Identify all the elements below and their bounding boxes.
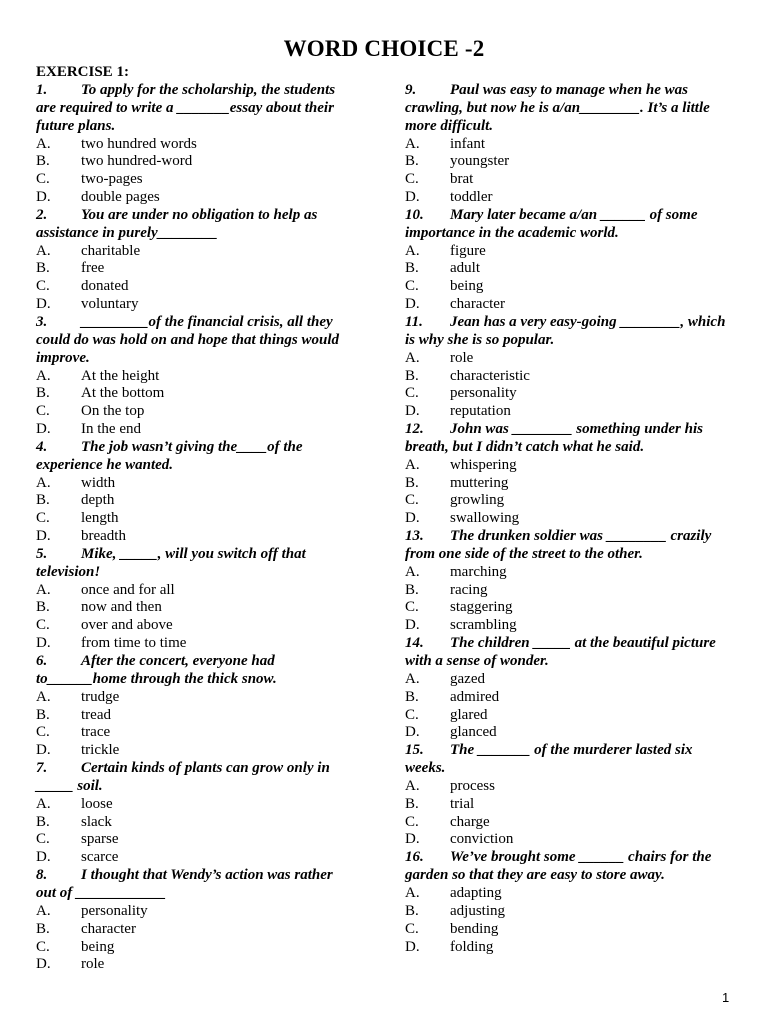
option-letter: A. bbox=[36, 242, 51, 259]
option-text: trudge bbox=[81, 688, 120, 705]
option-text: scarce bbox=[81, 849, 119, 866]
question-text: To apply for the scholarship, the students are required to write a _______essay about their future plans. bbox=[36, 82, 336, 134]
answer-option bbox=[405, 457, 735, 475]
answer-option bbox=[405, 475, 735, 493]
answer-option bbox=[405, 831, 735, 849]
option-text: gazed bbox=[450, 670, 485, 687]
option-letter: D. bbox=[36, 189, 51, 206]
option-letter: D. bbox=[405, 938, 420, 955]
option-text: figure bbox=[450, 242, 486, 259]
option-text: racing bbox=[450, 581, 488, 598]
answer-option bbox=[36, 278, 356, 296]
option-text: width bbox=[81, 474, 116, 491]
option-letter: B. bbox=[36, 385, 50, 402]
option-text: In the end bbox=[81, 421, 141, 438]
answer-option bbox=[36, 403, 356, 421]
option-letter: C. bbox=[36, 510, 50, 527]
question-number: 7. bbox=[36, 760, 48, 777]
question-number: 2. bbox=[36, 206, 48, 223]
option-text: trace bbox=[81, 724, 111, 741]
option-text: whispering bbox=[450, 456, 517, 473]
option-letter: D. bbox=[405, 510, 420, 527]
answer-option bbox=[405, 189, 735, 207]
question-stem bbox=[36, 439, 356, 475]
answer-option bbox=[36, 243, 356, 261]
option-text: breadth bbox=[81, 528, 126, 545]
answer-option bbox=[405, 136, 735, 154]
answer-option bbox=[405, 510, 735, 528]
question-block bbox=[405, 314, 735, 421]
option-letter: D. bbox=[36, 421, 51, 438]
option-letter: B. bbox=[405, 367, 419, 384]
question-block bbox=[36, 207, 356, 314]
answer-option bbox=[405, 814, 735, 832]
option-text: At the bottom bbox=[81, 385, 165, 402]
option-text: from time to time bbox=[81, 635, 187, 652]
question-block bbox=[405, 635, 735, 742]
option-letter: D. bbox=[405, 831, 420, 848]
question-block bbox=[36, 314, 356, 439]
question-block bbox=[405, 82, 735, 207]
option-text: sparse bbox=[81, 831, 119, 848]
answer-option bbox=[36, 956, 356, 974]
option-text: role bbox=[81, 956, 105, 973]
answer-option bbox=[405, 796, 735, 814]
option-text: two-pages bbox=[81, 171, 143, 188]
option-text: marching bbox=[450, 563, 507, 580]
answer-option bbox=[405, 564, 735, 582]
option-letter: B. bbox=[36, 706, 50, 723]
question-block bbox=[36, 653, 356, 760]
option-letter: A. bbox=[405, 456, 420, 473]
question-stem bbox=[36, 314, 356, 368]
question-number: 9. bbox=[405, 82, 417, 98]
option-text: swallowing bbox=[450, 510, 520, 527]
answer-option bbox=[36, 796, 356, 814]
option-letter: A. bbox=[36, 581, 51, 598]
question-stem bbox=[36, 207, 356, 243]
option-text: glanced bbox=[450, 724, 497, 741]
option-text: conviction bbox=[450, 831, 514, 848]
answer-option bbox=[36, 939, 356, 957]
page-title: WORD CHOICE -2 bbox=[283, 36, 485, 61]
answer-option bbox=[405, 724, 735, 742]
option-letter: A. bbox=[36, 135, 51, 152]
option-letter: A. bbox=[36, 474, 51, 491]
option-text: personality bbox=[450, 385, 517, 402]
option-letter: C. bbox=[405, 920, 419, 937]
option-text: depth bbox=[81, 492, 115, 509]
question-block bbox=[405, 742, 735, 849]
option-text: free bbox=[81, 260, 105, 277]
answer-option bbox=[36, 421, 356, 439]
question-text: After the concert, everyone had to______home through the thick snow. bbox=[36, 653, 277, 687]
answer-option bbox=[36, 921, 356, 939]
option-text: growling bbox=[450, 492, 505, 509]
question-block bbox=[36, 760, 356, 867]
answer-option bbox=[405, 778, 735, 796]
question-stem bbox=[36, 82, 356, 136]
question-stem bbox=[405, 314, 735, 350]
answer-option bbox=[405, 153, 735, 171]
option-letter: A. bbox=[36, 795, 51, 812]
answer-option bbox=[405, 350, 735, 368]
option-text: length bbox=[81, 510, 119, 527]
option-letter: D. bbox=[405, 724, 420, 741]
option-letter: A. bbox=[405, 884, 420, 901]
option-letter: A. bbox=[405, 670, 420, 687]
option-text: process bbox=[450, 777, 495, 794]
question-stem bbox=[36, 760, 356, 796]
question-text: John was ________ something under his breath, but I didn’t catch what he said. bbox=[405, 421, 703, 455]
option-letter: C. bbox=[405, 278, 419, 295]
question-stem bbox=[405, 421, 735, 457]
answer-option bbox=[36, 171, 356, 189]
option-letter: C. bbox=[36, 278, 50, 295]
question-text: Paul was easy to manage when he was crawling, but now he is a/an________. It’s a little more difficult. bbox=[405, 82, 710, 134]
option-text: being bbox=[450, 278, 484, 295]
answer-option bbox=[36, 599, 356, 617]
option-text: charge bbox=[450, 813, 490, 830]
answer-option bbox=[36, 492, 356, 510]
option-text: trickle bbox=[81, 742, 120, 759]
answer-option bbox=[405, 582, 735, 600]
option-letter: B. bbox=[36, 260, 50, 277]
question-block bbox=[405, 528, 735, 635]
answer-option bbox=[405, 368, 735, 386]
answer-option bbox=[36, 260, 356, 278]
option-letter: D. bbox=[36, 635, 51, 652]
question-stem bbox=[405, 82, 735, 136]
option-text: role bbox=[450, 349, 474, 366]
option-letter: D. bbox=[36, 296, 51, 313]
answer-option bbox=[405, 707, 735, 725]
exercise-heading: EXERCISE 1: bbox=[36, 64, 129, 80]
option-text: being bbox=[81, 938, 115, 955]
answer-option bbox=[36, 136, 356, 154]
option-text: once and for all bbox=[81, 581, 175, 598]
question-number: 15. bbox=[405, 742, 424, 759]
option-letter: B. bbox=[405, 474, 419, 491]
answer-option bbox=[405, 617, 735, 635]
option-letter: C. bbox=[405, 813, 419, 830]
question-number: 11. bbox=[405, 313, 423, 330]
option-letter: A. bbox=[36, 902, 51, 919]
question-block bbox=[405, 421, 735, 528]
answer-option bbox=[405, 403, 735, 421]
option-text: reputation bbox=[450, 403, 511, 420]
question-block bbox=[36, 439, 356, 546]
option-text: personality bbox=[81, 902, 148, 919]
option-text: now and then bbox=[81, 599, 162, 616]
answer-option bbox=[405, 385, 735, 403]
question-block bbox=[36, 867, 356, 974]
answer-option bbox=[405, 492, 735, 510]
option-letter: A. bbox=[36, 367, 51, 384]
option-text: loose bbox=[81, 795, 113, 812]
option-text: bending bbox=[450, 920, 499, 937]
option-letter: D. bbox=[405, 403, 420, 420]
option-text: adjusting bbox=[450, 902, 505, 919]
answer-option bbox=[36, 189, 356, 207]
option-text: infant bbox=[450, 135, 485, 152]
answer-option bbox=[36, 368, 356, 386]
question-stem bbox=[36, 653, 356, 689]
answer-option bbox=[36, 635, 356, 653]
question-stem bbox=[405, 849, 735, 885]
option-letter: A. bbox=[405, 563, 420, 580]
left-column bbox=[36, 82, 356, 974]
question-text: Certain kinds of plants can grow only in _____ soil. bbox=[36, 760, 330, 794]
option-letter: D. bbox=[36, 742, 51, 759]
option-letter: C. bbox=[36, 938, 50, 955]
option-letter: A. bbox=[405, 777, 420, 794]
option-letter: B. bbox=[36, 153, 50, 170]
option-letter: D. bbox=[405, 189, 420, 206]
option-text: adult bbox=[450, 260, 480, 277]
option-text: trial bbox=[450, 795, 475, 812]
question-text: The children _____ at the beautiful picture with a sense of wonder. bbox=[405, 635, 716, 669]
answer-option bbox=[36, 814, 356, 832]
question-number: 12. bbox=[405, 421, 424, 438]
question-number: 8. bbox=[36, 867, 48, 884]
question-block bbox=[36, 546, 356, 653]
option-letter: D. bbox=[36, 528, 51, 545]
option-text: voluntary bbox=[81, 296, 139, 313]
answer-option bbox=[36, 724, 356, 742]
answer-option bbox=[405, 243, 735, 261]
question-text: The _______ of the murderer lasted six weeks. bbox=[405, 742, 693, 777]
question-number: 10. bbox=[405, 206, 424, 223]
question-block bbox=[405, 849, 735, 956]
option-text: tread bbox=[81, 706, 111, 723]
option-letter: A. bbox=[405, 242, 420, 259]
question-text: The drunken soldier was ________ crazily from one side of the street to the other. bbox=[405, 528, 712, 562]
option-letter: B. bbox=[405, 260, 419, 277]
option-text: double pages bbox=[81, 189, 160, 206]
answer-option bbox=[36, 528, 356, 546]
question-stem bbox=[36, 546, 356, 582]
option-letter: C. bbox=[36, 403, 50, 420]
option-text: two hundred words bbox=[81, 135, 197, 152]
option-letter: B. bbox=[405, 688, 419, 705]
question-number: 6. bbox=[36, 653, 48, 669]
answer-option bbox=[405, 885, 735, 903]
option-letter: C. bbox=[36, 171, 50, 188]
option-text: muttering bbox=[450, 474, 509, 491]
question-stem bbox=[36, 867, 356, 903]
option-letter: B. bbox=[405, 795, 419, 812]
answer-option bbox=[36, 849, 356, 867]
answer-option bbox=[405, 171, 735, 189]
page-number: 1 bbox=[722, 990, 730, 1005]
answer-option bbox=[36, 582, 356, 600]
option-letter: C. bbox=[36, 617, 50, 634]
answer-option bbox=[36, 617, 356, 635]
option-text: On the top bbox=[81, 403, 145, 420]
question-text: We’ve brought some ______ chairs for the garden so that they are easy to store away. bbox=[405, 849, 712, 884]
option-letter: A. bbox=[405, 349, 420, 366]
answer-option bbox=[405, 278, 735, 296]
question-stem bbox=[405, 635, 735, 671]
question-number: 1. bbox=[36, 82, 48, 98]
answer-option bbox=[405, 671, 735, 689]
question-stem bbox=[405, 528, 735, 564]
option-text: At the height bbox=[81, 367, 160, 384]
answer-option bbox=[405, 689, 735, 707]
question-text: The job wasn’t giving the____of the experience he wanted. bbox=[36, 438, 303, 473]
answer-option bbox=[405, 903, 735, 921]
question-block bbox=[405, 207, 735, 314]
option-text: characteristic bbox=[450, 367, 530, 384]
option-letter: D. bbox=[405, 296, 420, 313]
option-text: youngster bbox=[450, 153, 510, 170]
option-letter: C. bbox=[405, 492, 419, 509]
answer-option bbox=[405, 921, 735, 939]
question-text: _________of the financial crisis, all they could do was hold on and hope that things would improve. bbox=[36, 313, 340, 366]
question-number: 3. bbox=[36, 313, 48, 330]
option-text: scrambling bbox=[450, 617, 517, 634]
option-text: folding bbox=[450, 938, 494, 955]
option-letter: D. bbox=[36, 849, 51, 866]
answer-option bbox=[36, 296, 356, 314]
option-letter: A. bbox=[405, 135, 420, 152]
question-text: You are under no obligation to help as assistance in purely________ bbox=[36, 206, 318, 241]
question-text: Jean has a very easy-going ________, which is why she is so popular. bbox=[405, 313, 726, 348]
question-text: Mike, _____, will you switch off that television! bbox=[36, 545, 306, 580]
right-column bbox=[405, 82, 735, 956]
option-text: charitable bbox=[81, 242, 141, 259]
option-text: over and above bbox=[81, 617, 173, 634]
option-letter: C. bbox=[36, 831, 50, 848]
question-block bbox=[36, 82, 356, 207]
option-letter: D. bbox=[36, 956, 51, 973]
answer-option bbox=[36, 831, 356, 849]
option-text: staggering bbox=[450, 599, 513, 616]
answer-option bbox=[405, 599, 735, 617]
answer-option bbox=[405, 296, 735, 314]
option-letter: B. bbox=[405, 153, 419, 170]
answer-option bbox=[36, 510, 356, 528]
option-text: toddler bbox=[450, 189, 493, 206]
option-text: two hundred-word bbox=[81, 153, 193, 170]
answer-option bbox=[36, 903, 356, 921]
option-letter: C. bbox=[405, 385, 419, 402]
option-text: donated bbox=[81, 278, 129, 295]
option-letter: B. bbox=[36, 813, 50, 830]
answer-option bbox=[36, 707, 356, 725]
option-text: glared bbox=[450, 706, 488, 723]
option-letter: D. bbox=[405, 617, 420, 634]
option-letter: C. bbox=[36, 724, 50, 741]
question-number: 5. bbox=[36, 545, 48, 562]
option-letter: A. bbox=[36, 688, 51, 705]
option-letter: C. bbox=[405, 171, 419, 188]
option-text: brat bbox=[450, 171, 474, 188]
answer-option bbox=[36, 689, 356, 707]
option-text: character bbox=[450, 296, 505, 313]
answer-option bbox=[405, 260, 735, 278]
answer-option bbox=[405, 939, 735, 957]
answer-option bbox=[36, 475, 356, 493]
option-letter: B. bbox=[405, 581, 419, 598]
question-number: 16. bbox=[405, 849, 424, 866]
question-text: Mary later became a/an ______ of some importance in the academic world. bbox=[405, 206, 698, 241]
question-text: I thought that Wendy’s action was rather out of ____________ bbox=[36, 867, 333, 901]
option-letter: C. bbox=[405, 599, 419, 616]
answer-option bbox=[36, 385, 356, 403]
option-text: character bbox=[81, 920, 136, 937]
question-number: 4. bbox=[36, 438, 48, 455]
question-number: 14. bbox=[405, 635, 424, 652]
option-text: admired bbox=[450, 688, 500, 705]
option-letter: C. bbox=[405, 706, 419, 723]
answer-option bbox=[36, 153, 356, 171]
option-letter: B. bbox=[36, 920, 50, 937]
option-text: slack bbox=[81, 813, 112, 830]
option-letter: B. bbox=[36, 599, 50, 616]
question-stem bbox=[405, 742, 735, 778]
option-letter: B. bbox=[36, 492, 50, 509]
answer-option bbox=[36, 742, 356, 760]
question-stem bbox=[405, 207, 735, 243]
option-text: adapting bbox=[450, 884, 502, 901]
option-letter: B. bbox=[405, 902, 419, 919]
question-number: 13. bbox=[405, 528, 424, 545]
